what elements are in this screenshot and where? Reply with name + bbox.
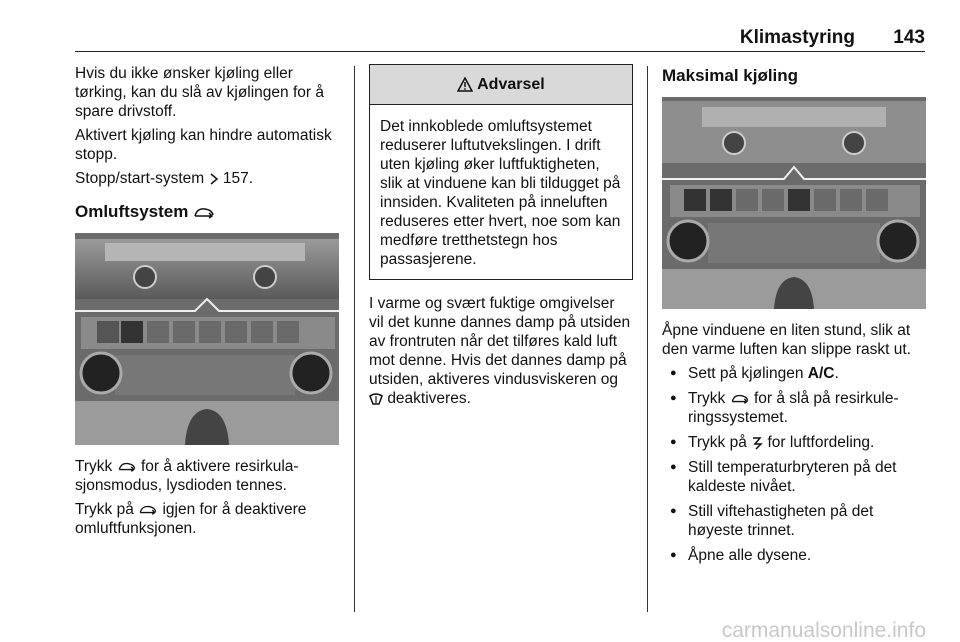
paragraph: I varme og svært fuktige omgivelser vil det kunne dannes damp på utsiden av frontruten når det tilføres kald luft mot denne. Hvis det dannes damp på utsiden, aktiveres vindusviskeren og deaktiveres. [369, 295, 631, 407]
paragraph: Trykk for å aktivere resirkula-sjonsmodus, lysdioden tennes. [75, 458, 299, 494]
warning-text: Det innkoblede omluftsystemet reduserer luftutvekslingen. I drift uten kjøling øker luftfuktigheten, slik at vinduene kan bli tildugget på innsiden. Kvaliteten på inneluften reduseres etter hvert, noe som kan medføre tretthetstegn hos passasjerene. [380, 118, 621, 268]
page-reference: 157. [222, 170, 254, 187]
watermark: carmanualsonline.info [721, 619, 926, 642]
column-middle [369, 64, 633, 413]
ac-label: A/C [807, 365, 835, 382]
control-panel-illustration [75, 233, 339, 445]
warning-box [369, 64, 633, 280]
list-item: ● Trykk for å slå på resirkule-ringssystemet. [662, 389, 927, 427]
page-header [75, 28, 925, 52]
page-reference-arrow-icon [209, 173, 219, 185]
column-divider [647, 66, 648, 612]
page-number: 143 [893, 27, 925, 48]
paragraph: Åpne vinduene en liten stund, slik at den varme luften kan slippe raskt ut. [662, 322, 911, 358]
list-item: ● Trykk på for luftfordeling. [662, 433, 927, 452]
column-divider [354, 66, 355, 612]
recirculation-icon [117, 461, 137, 473]
recirculation-icon [730, 393, 750, 405]
section-heading: Maksimal kjøling [662, 66, 799, 85]
climate-control-panel-image [75, 233, 339, 445]
recirculation-icon [193, 206, 215, 220]
warning-triangle-icon [457, 77, 473, 92]
list-item: ● Sett på kjølingen A/C. [662, 364, 927, 383]
warning-header [370, 65, 632, 105]
list-item: ● Still temperaturbryteren på det kaldeste nivået. [662, 458, 927, 496]
windscreen-washer-icon [369, 392, 383, 406]
section-heading: Omluftsystem [75, 202, 345, 221]
column-right [662, 64, 927, 571]
recirculation-icon [138, 504, 158, 516]
column-left [75, 64, 345, 543]
chapter-title: Klimastyring [739, 27, 855, 48]
climate-control-panel-image [662, 97, 926, 309]
paragraph: Hvis du ikke ønsker kjøling eller tørking, kan du slå av kjølingen for å spare drivstoff. [75, 65, 324, 120]
paragraph: Aktivert kjøling kan hindre automatisk stopp. [75, 127, 332, 163]
instruction-list [662, 364, 927, 565]
list-item: ● Åpne alle dysene. [662, 546, 927, 565]
list-item: ● Still viftehastigheten på det høyeste trinnet. [662, 502, 927, 540]
cross-reference-text: Stopp/start-system [75, 170, 205, 187]
paragraph: Trykk på igjen for å deaktivere omluftfunksjonen. [75, 501, 307, 537]
air-distribution-icon [751, 436, 763, 450]
warning-title: Advarsel [477, 76, 545, 93]
paragraph [75, 169, 345, 188]
control-panel-illustration [662, 97, 926, 309]
